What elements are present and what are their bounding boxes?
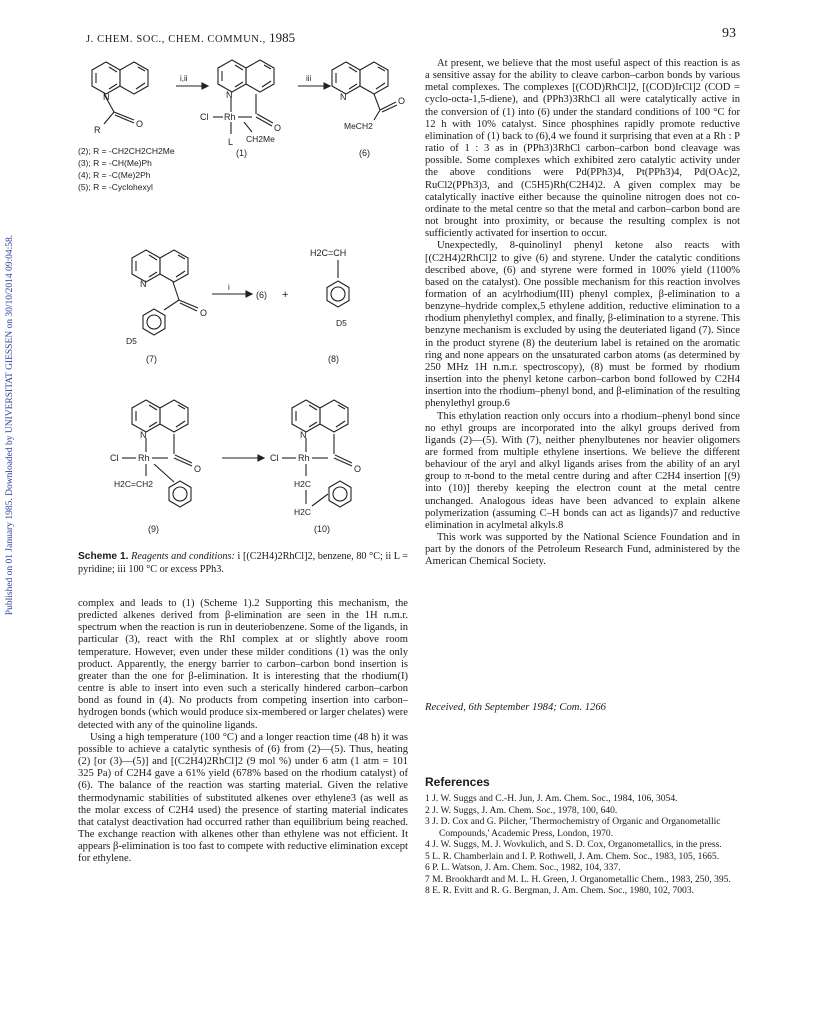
left-column-body [78, 598, 408, 865]
atom-n: N [340, 92, 347, 102]
atom-n: N [140, 430, 147, 440]
compound-number: (9) [148, 524, 159, 534]
scheme-caption [78, 551, 408, 576]
atom-n: N [300, 430, 307, 440]
caption-text: i [(C2H4)2RhCl]2, benzene, 80 °C; ii L = pyridine; iii 100 °C or excess PPh3. [78, 551, 409, 575]
atom-n: N [140, 279, 147, 289]
journal-name: J. CHEM. SOC., CHEM. COMMUN., [86, 34, 266, 45]
reference-item: 2 J. W. Suggs, J. Am. Chem. Soc., 1978, 100, 640. [425, 804, 618, 816]
arrow-1-conditions: i,ii [180, 74, 188, 83]
compound-number: (10) [314, 524, 331, 534]
atom-n: N [103, 92, 110, 102]
caption-label: Scheme 1. [78, 551, 129, 562]
methylene-group: H2C [294, 479, 312, 489]
compound-number: (6) [256, 290, 267, 300]
reaction-scheme [76, 54, 412, 544]
vinyl-group: H2C=CH [310, 248, 347, 258]
arrow-2-conditions: iii [306, 74, 312, 83]
page-number: 93 [722, 26, 736, 41]
ethylene-ligand: H2C=CH2 [114, 479, 153, 489]
atom-rh: Rh [138, 453, 150, 463]
reference-item: 8 E. R. Evitt and R. G. Bergman, J. Am. Chem. Soc., 1980, 102, 7003. [425, 885, 694, 896]
download-watermark [0, 0, 14, 1036]
atom-o: O [398, 96, 406, 106]
ethyl-group: CH2Me [246, 134, 275, 144]
right-column-body [425, 58, 740, 569]
substituent-r: R [94, 125, 101, 135]
journal-year: 1985 [269, 30, 296, 45]
watermark-text: Published on 01 January 1985. Downloaded by UNIVERSITAT GIESSEN on 30/10/2014 09:04:58. [5, 234, 15, 616]
paragraph: This work was supported by the National Science Foundation and in part by the donors of the Petroleum Research Fund, administered by the American Chemical Society. [425, 532, 740, 568]
reference-item: 5 L. R. Chamberlain and I. P. Rothwell, J. Am. Chem. Soc., 1983, 105, 1665. [425, 850, 720, 862]
paragraph: complex and leads to (1) (Scheme 1).2 Supporting this mechanism, the predicted alkenes derived from β-elimination are seen in the 1H n.m.r. spectrum when the reaction is run in deuteriobenzene. Some of the ligands, in particular (3), react with the RhI complex at or slightly above room temperature. However, even under these milder conditions (1) was the only product. Apparently, the energy barrier to carbon–carbon bond insertion is greater than the one for β-elimination. It is interesting that the rhodium(I) centre is able to insert into even such a sterically hindered carbon–carbon bond as found in (4). No products from competing insertion into carbon–hydrogen bonds (which would produce six-membered or larger chelates) were detected with any of the quinoline ligands. [78, 598, 408, 731]
atom-o: O [274, 123, 282, 133]
running-head [86, 30, 295, 46]
ethyl-group: MeCH2 [344, 121, 373, 131]
plus-sign: + [282, 289, 289, 301]
deuterium-label: D5 [336, 318, 347, 328]
page-header [86, 26, 736, 46]
compound-number: (6) [359, 148, 370, 158]
atom-o: O [354, 464, 362, 474]
atom-rh: Rh [298, 453, 310, 463]
compound-number: (7) [146, 354, 157, 364]
ligand-definition: (5); R = -Cyclohexyl [78, 182, 153, 192]
compound-number: (1) [236, 148, 247, 158]
atom-o: O [194, 464, 202, 474]
reference-item: 6 P. L. Watson, J. Am. Chem. Soc., 1982, 104, 337. [425, 862, 621, 873]
paragraph: This ethylation reaction only occurs into a rhodium–phenyl bond since no ethyl groups are incorporated into the alkyl groups derived from ligands (2)—(5). With (7), neither phenylbutenes nor heavier oligomers are formed from multiple ethylene insertions. We believe the different behaviour of the aryl and alkyl ligands arises from the ability of an aryl group to π-bond to the metal centre during and after C2H4 insertion [(9) into (10)] thereby keeping the electron count at the metal centre unchanged. Analogous ideas have been advanced to explain alkene polymerization (assuming C–H bonds can act as ligands)7 and reductive elimination in acylmetal alkyls.8 [425, 410, 740, 531]
paragraph: At present, we believe that the most useful aspect of this reaction is as a sensitive assay for the ability to cleave carbon–carbon bonds by various metal complexes. The complexes [(COD)RhCl]2, [(COD)IrCl]2 (COD = cyclo-octa-1,5-diene), and (PPh3)3RhCl all were catalytically active in the conversion of (1) into (6) under the standard conditions of 100 °C for 12 h with 10% catalyst. Since phosphines rapidly promote reductive elimination of (1) back to (6),4 we found it surprising that even at a Rh : P ratio of 1 : 3 as in (PPh3)3RhCl carbon–carbon bond cleavage was possible. Some complexes which exhibited zero catalytic activity under the above conditions were Pd(PPh3)4, Pt(PPh3)4, Pd(OAc)2, RuCl2(PPh3)3, and (C5H5)Rh(C2H4)2. A given complex may be catalytically inactive either because the quinoline nitrogen does not co-ordinate to the metal centre so that the metal and carbon–carbon bond are not brought into proximity, or because the resulting complex is not sufficiently activated for insertion to occur. [425, 58, 740, 240]
arrow-3-conditions: i [228, 283, 230, 292]
atom-n: N [226, 90, 233, 100]
received-date: Received, 6th September 1984; Com. 1266 [425, 702, 606, 713]
atom-o: O [200, 308, 208, 318]
atom-cl: Cl [110, 453, 119, 463]
ligand-definition: (2); R = -CH2CH2CH2Me [78, 146, 175, 156]
deuterium-label: D5 [126, 336, 137, 346]
compound-number: (8) [328, 354, 339, 364]
atom-o: O [136, 119, 144, 129]
caption-conditions-label: Reagents and conditions: [131, 551, 235, 562]
ligand-l: L [228, 137, 234, 147]
references-list [425, 793, 743, 897]
ligand-definition: (3); R = -CH(Me)Ph [78, 158, 152, 168]
reference-item: 7 M. Brookhardt and M. L. H. Green, J. Organometallic Chem., 1983, 250, 395. [425, 873, 731, 885]
reference-item: 1 J. W. Suggs and C.-H. Jun, J. Am. Chem. Soc., 1984, 106, 3054. [425, 793, 678, 804]
references-heading: References [425, 775, 490, 789]
atom-cl: Cl [200, 112, 209, 122]
paragraph: Unexpectedly, 8-quinolinyl phenyl ketone also reacts with [(C2H4)2RhCl]2 to give (6) and styrene. Under the catalytic conditions described above, (6) and styrene were formed in 100% yield (1100% based on the catalyst). One possible mechanism for this reaction involves formation of an acylrhodium(III) phenyl complex, β-elimination to a benzyne–hydride complex,5 ethylene addition, reductive elimination to a rhodium phenylethyl complex, and finally, β-elimination to a styrene. This benzyne mechanism is excluded by using the deuteriated ligand (7). Since in the product styrene (8) the deuterium label is retained on the aromatic ring and none appears on the unsaturated carbon atoms (as determined by 250 MHz 1H n.m.r. spectroscopy), (8) must be formed by rhodium insertion into the phenyl ketone carbon–carbon bond followed by C2H4 insertion into the rhodium–phenyl bond, and β-elimination of the resulting phenylethyl group.6 [425, 240, 740, 410]
atom-cl: Cl [270, 453, 279, 463]
atom-rh: Rh [224, 112, 236, 122]
reference-item: 4 J. W. Suggs, M. J. Wovkulich, and S. D. Cox, Organometallics, in the press. [425, 839, 722, 850]
reference-item: 3 J. D. Cox and G. Pilcher, 'Thermochemistry of Organic and Organometallic Compounds,' Academic Press, London, 1970. [425, 816, 721, 839]
paragraph: Using a high temperature (100 °C) and a longer reaction time (48 h) it was possible to achieve a catalytic synthesis of (6) from (2)—(5). Thus, heating (2) [or (3)—(5)] and [(C2H4)2RhCl]2 (9 mol %) under 6 atm (1 atm = 101 325 Pa) of C2H4 gave a 61% yield (678% based on the rhodium catalyst) of (6). The balance of the reaction was starting material. Given the relative thermodynamic stabilities of substituted alkenes over ethylene3 (as well as the molar excess of C2H4 used) the presence of starting material indicates that catalyst deactivation had occurred rather than equilibrium being reached. The exchange reaction with alkenes other than ethylene was not efficient. It appears β-elimination is too fast to compete with reductive elimination except for ethylene. [78, 731, 408, 865]
methylene-group: H2C [294, 507, 312, 517]
ligand-definition: (4); R = -C(Me)2Ph [78, 170, 151, 180]
